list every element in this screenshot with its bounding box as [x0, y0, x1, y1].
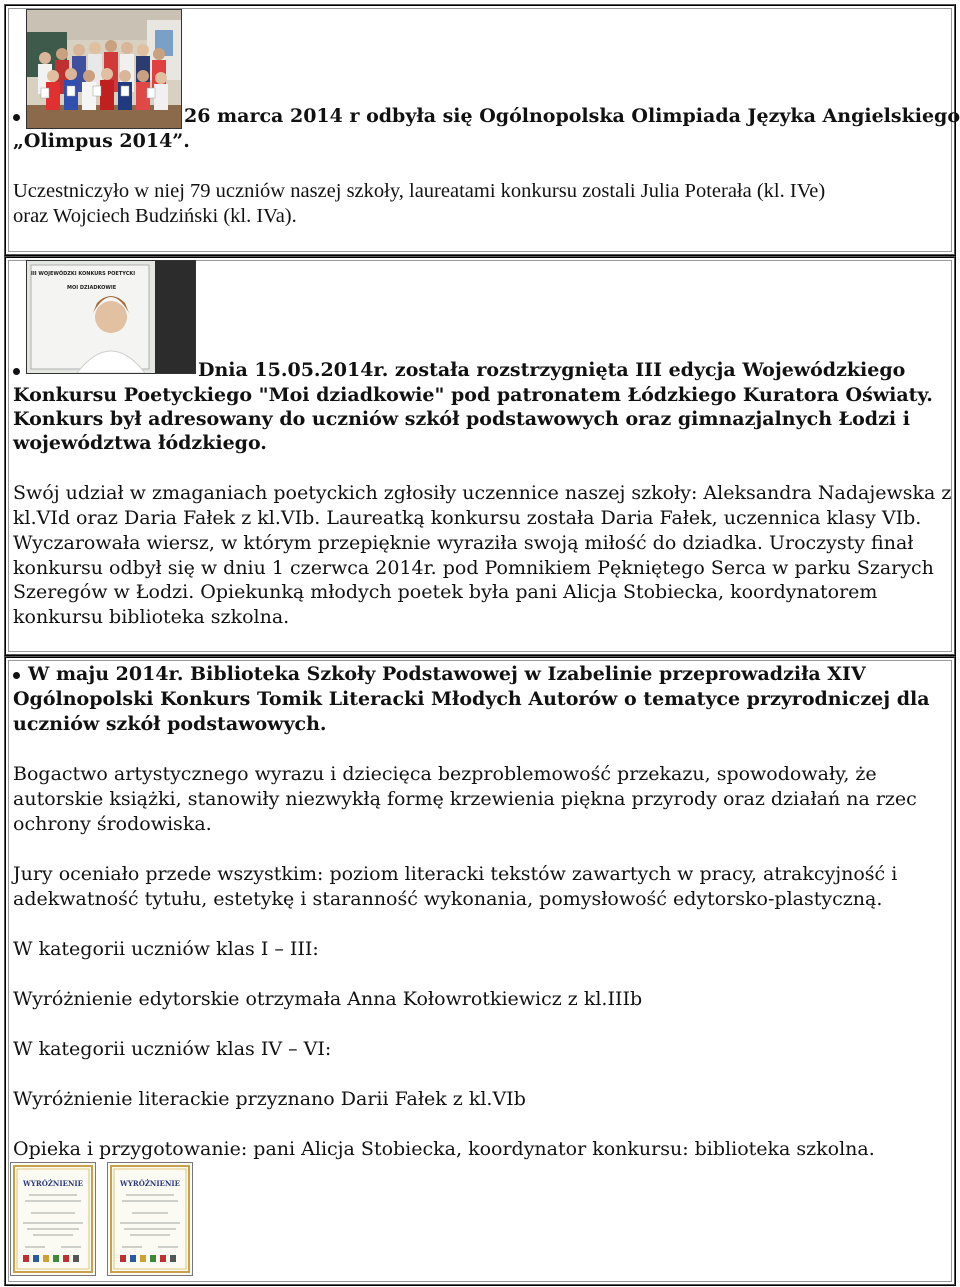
news-item-poetry-contest — [4, 256, 956, 656]
headline-text: Dnia 15.05.2014r. została rozstrzygnięta III edycja Wojewódzkiego — [198, 359, 906, 381]
body-line: Bogactwo artystycznego wyrazu i dziecięca bezproblemowość przekazu, spowodowały, że — [13, 763, 877, 785]
body-line: kl.VId oraz Daria Fałek z kl.VIb. Laureatką konkursu została Daria Fałek, uczennica klasy VIb. — [13, 507, 922, 529]
bullet-icon — [13, 114, 20, 121]
headline-line: województwa łódzkiego. — [13, 432, 267, 454]
poster-subtitle: MOI DZIADKOWIE — [67, 285, 117, 291]
body-line: Jury oceniało przede wszystkim: poziom literacki tekstów zawartych w pracy, atrakcyjność i — [13, 863, 898, 885]
poster-title: III WOJEWÓDZKI KONKURS POETYCKI — [31, 271, 136, 277]
news-item-olimpus — [4, 4, 960, 256]
category-line: W kategorii uczniów klas IV – VI: — [13, 1038, 332, 1060]
headline-line: Konkursu Poetyckiego "Moi dziadkowie" pod patronatem Łódzkiego Kuratora Oświaty. — [13, 384, 933, 406]
award-line: Wyróżnienie edytorskie otrzymała Anna Kołowrotkiewicz z kl.IIIb — [13, 988, 643, 1010]
body-line: ochrony środowiska. — [13, 813, 212, 835]
headline-text: W maju 2014r. Biblioteka Szkoły Podstawowej w Izabelinie przeprowadziła XIV — [28, 663, 866, 685]
news-item-tomik-literacki — [4, 656, 956, 1286]
body-line: konkursu biblioteka szkolna. — [13, 606, 290, 628]
body-line: oraz Wojciech Budziński (kl. IVa). — [13, 205, 297, 227]
headline-line-2: „Olimpus 2014”. — [13, 130, 190, 152]
body-line: Wyczarowała wiersz, w którym przepięknie wyraziła swoją miłość do dziadka. Uroczysty finał — [13, 532, 914, 554]
diploma-image — [10, 1162, 96, 1276]
bullet-icon — [13, 368, 20, 375]
diploma-title: WYRÓŻNIENIE — [120, 1179, 180, 1188]
headline-line: Konkurs był adresowany do uczniów szkół podstawowych oraz gimnazjalnych Łodzi i — [13, 408, 910, 430]
body-line: Uczestniczyło w niej 79 uczniów naszej szkoły, laureatami konkursu zostali Julia Poterała (kl. IVe) — [13, 180, 826, 202]
body-line: adekwatność tytułu, estetykę i staranność wykonania, pomysłowość edytorsko-plastyczną. — [13, 888, 883, 910]
body-line: konkursu odbył się w dniu 1 czerwca 2014r. pod Pomnikiem Pękniętego Serca w parku Szarych — [13, 557, 934, 579]
body-line: Szeregów w Łodzi. Opiekunką młodych poetek była pani Alicja Stobiecka, koordynatorem — [13, 581, 878, 603]
headline-line — [13, 662, 866, 687]
care-line: Opieka i przygotowanie: pani Alicja Stobiecka, koordynator konkursu: biblioteka szkolna. — [13, 1138, 875, 1160]
headline-line: uczniów szkół podstawowych. — [13, 713, 327, 735]
headline-line: Ogólnopolski Konkurs Tomik Literacki Młodych Autorów o tematyce przyrodniczej dla — [13, 688, 930, 710]
category-line: W kategorii uczniów klas I – III: — [13, 938, 319, 960]
diploma-image — [107, 1162, 193, 1276]
award-line: Wyróżnienie literackie przyznano Darii Fałek z kl.VIb — [13, 1088, 526, 1110]
diploma-title: WYRÓŻNIENIE — [23, 1179, 83, 1188]
headline-line — [13, 104, 960, 129]
headline-text: 26 marca 2014 r odbyła się Ogólnopolska Olimpiada Języka Angielskiego — [184, 105, 960, 127]
headline-line — [13, 358, 905, 383]
laureate-photo — [26, 260, 196, 374]
body-line: Swój udział w zmaganiach poetyckich zgłosiły uczennice naszej szkoły: Aleksandra Nadajewska z — [13, 482, 952, 504]
bullet-icon — [13, 672, 20, 679]
body-line: autorskie książki, stanowiły niezwykłą formę krzewienia piękna przyrody oraz działań na rzec — [13, 788, 917, 810]
